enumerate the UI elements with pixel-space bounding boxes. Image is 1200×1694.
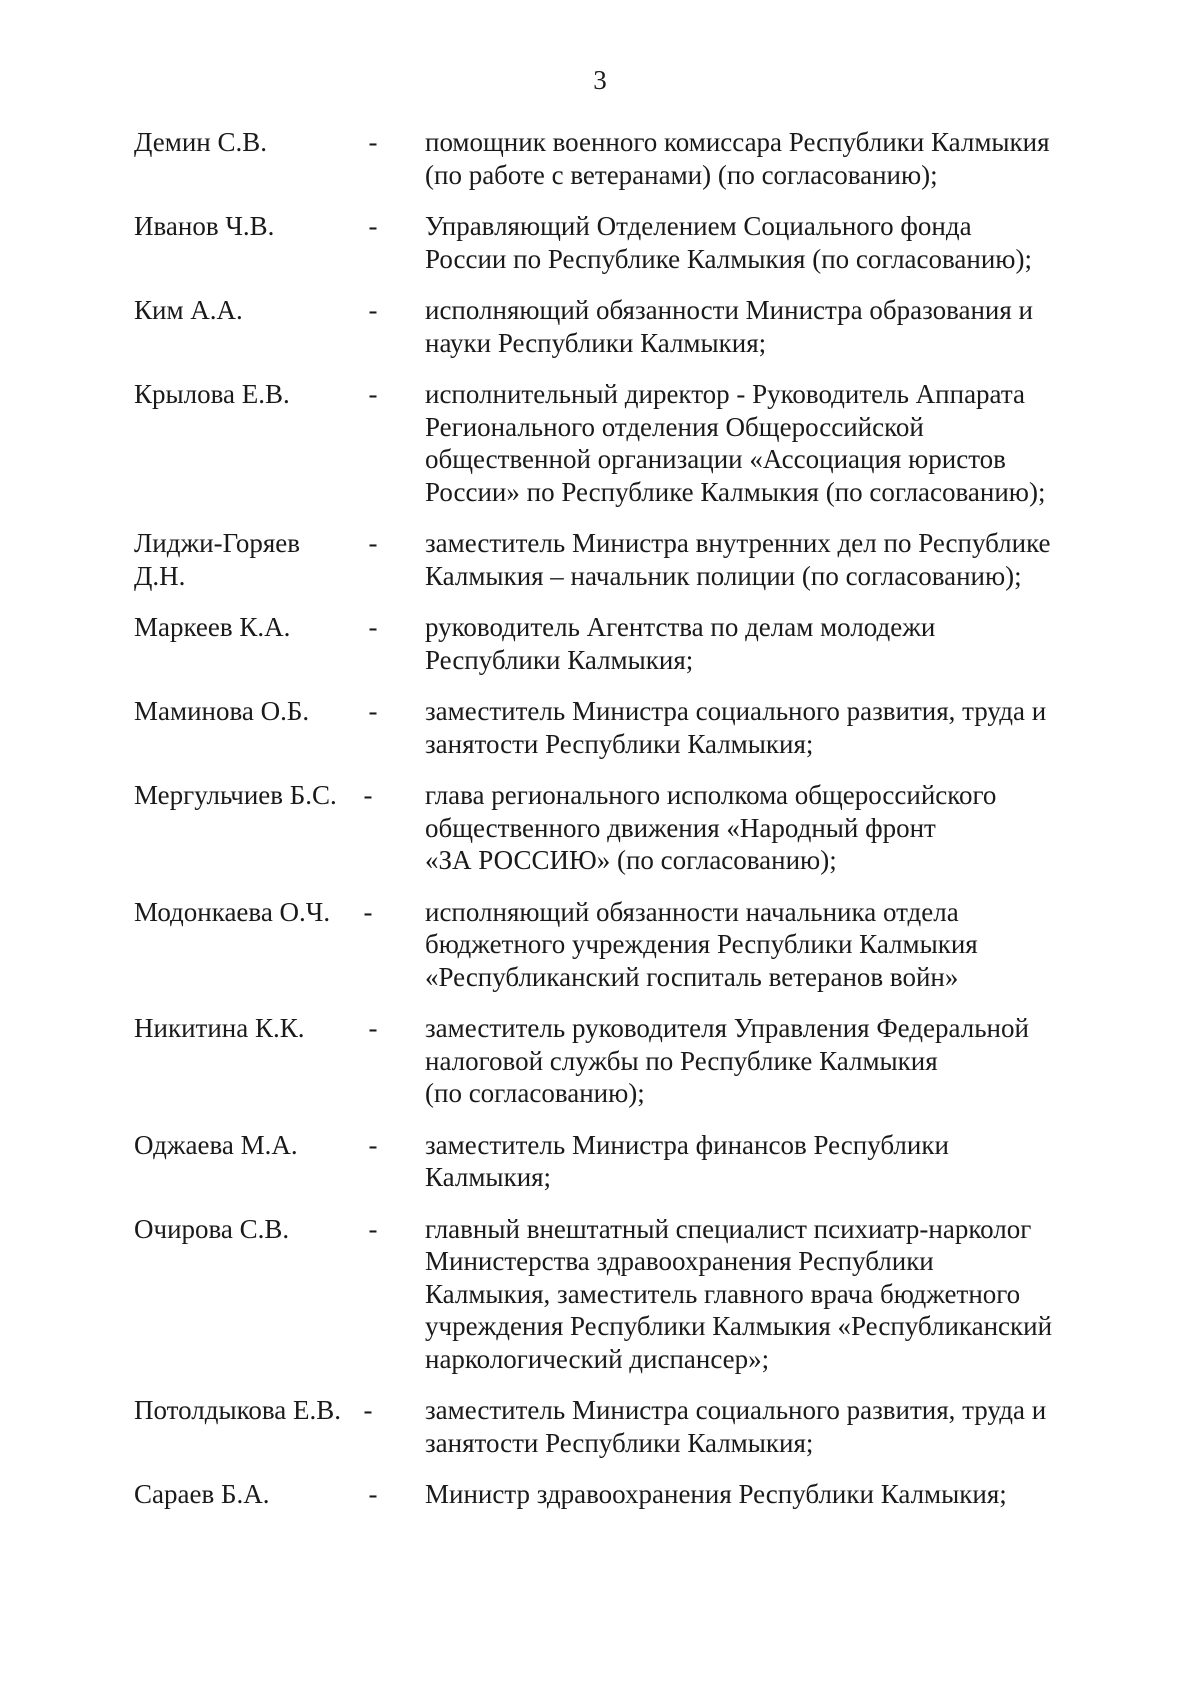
member-row [0, 695, 1200, 760]
member-name: Крылова Е.В. [134, 379, 290, 409]
member-name: Маркеев К.А. [134, 612, 291, 642]
position-line: исполнительный директор - Руководитель Аппарата [425, 379, 1025, 409]
member-dash: - [368, 612, 378, 642]
position-line: (по согласованию); [425, 1078, 645, 1108]
member-row [0, 611, 1200, 676]
member-position [425, 1213, 1125, 1376]
member-name: Иванов Ч.В. [134, 211, 275, 241]
member-dash: - [368, 528, 378, 558]
position-line: исполняющий обязанности Министра образования и [425, 295, 1033, 325]
position-line: Калмыкия; [425, 1162, 552, 1192]
member-row [0, 1129, 1200, 1194]
page-number: 3 [593, 65, 607, 95]
position-line: Республики Калмыкия; [425, 644, 694, 675]
position-line: Министр здравоохранения Республики Калмыкия; [425, 1479, 1007, 1509]
member-name: Ким А.А. [134, 295, 243, 325]
position-line: руководитель Агентства по делам молодежи [425, 612, 936, 642]
member-position [425, 611, 1125, 676]
member-dash: - [363, 896, 373, 927]
position-line: заместитель руководителя Управления Федеральной [425, 1013, 1029, 1043]
member-row [0, 210, 1200, 275]
member-position [425, 779, 1125, 877]
member-dash: - [368, 1479, 378, 1509]
member-name: Оджаева М.А. [134, 1129, 298, 1160]
member-position [425, 527, 1125, 592]
member-name: Модонкаева О.Ч. [134, 896, 331, 927]
position-line: общественного движения «Народный фронт [425, 812, 936, 843]
position-line: Регионального отделения Общероссийской [425, 411, 924, 442]
member-position [425, 1394, 1125, 1459]
position-line: заместитель Министра внутренних дел по Республике [425, 528, 1051, 558]
member-dash: - [368, 295, 378, 325]
member-dash: - [368, 127, 378, 157]
member-dash: - [368, 1213, 378, 1244]
member-name: Лиджи-Горяев Д.Н. [134, 528, 300, 591]
member-name: Никитина К.К. [134, 1013, 305, 1043]
position-line: заместитель Министра социального развития, труда и [425, 696, 1047, 726]
position-line: исполняющий обязанности начальника отдела [425, 896, 959, 927]
member-dash: - [368, 1129, 378, 1160]
position-line: России» по Республике Калмыкия (по согласованию); [425, 476, 1046, 507]
position-line: глава регионального исполкома общероссийского [425, 780, 997, 810]
position-line: занятости Республики Калмыкия; [425, 1427, 814, 1458]
position-line: заместитель Министра финансов Республики [425, 1129, 949, 1160]
position-line: «ЗА РОССИЮ» (по согласованию); [425, 845, 837, 875]
member-position [425, 1478, 1125, 1511]
member-name: Маминова О.Б. [134, 696, 310, 726]
member-dash: - [368, 1013, 378, 1043]
member-position [425, 1012, 1125, 1110]
member-dash: - [363, 1395, 373, 1425]
position-line: налоговой службы по Республике Калмыкия [425, 1045, 938, 1076]
member-row [0, 1478, 1200, 1511]
position-line: главный внештатный специалист психиатр-нарколог [425, 1213, 1032, 1244]
member-row [0, 1394, 1200, 1459]
member-position [425, 1129, 1125, 1194]
member-dash: - [363, 780, 373, 810]
position-line: России по Республике Калмыкия (по согласованию); [425, 243, 1032, 274]
position-line: (по работе с ветеранами) (по согласованию); [425, 159, 938, 190]
position-line: науки Республики Калмыкия; [425, 327, 767, 358]
member-name: Потолдыкова Е.В. [134, 1395, 341, 1425]
member-position [425, 896, 1125, 994]
position-line: Калмыкия – начальник полиции (по согласованию); [425, 560, 1022, 591]
member-dash: - [368, 211, 378, 241]
member-list [0, 126, 1200, 1530]
member-position [425, 378, 1125, 508]
member-row [0, 378, 1200, 508]
member-row [0, 1012, 1200, 1110]
position-line: Калмыкия, заместитель главного врача бюджетного [425, 1278, 1021, 1309]
position-line: наркологический диспансер»; [425, 1343, 770, 1374]
position-line: заместитель Министра социального развития, труда и [425, 1395, 1047, 1425]
position-line: помощник военного комиссара Республики Калмыкия [425, 127, 1050, 157]
member-name: Мергульчиев Б.С. [134, 780, 337, 810]
position-line: «Республиканский госпиталь ветеранов войн» [425, 961, 959, 992]
position-line: учреждения Республики Калмыкия «Республиканский [425, 1311, 1053, 1341]
member-row [0, 1213, 1200, 1376]
member-row [0, 126, 1200, 191]
member-row [0, 294, 1200, 359]
member-position [425, 294, 1125, 359]
position-line: общественной организации «Ассоциация юристов [425, 444, 1006, 474]
position-line: занятости Республики Калмыкия; [425, 728, 814, 759]
member-row [0, 896, 1200, 994]
member-position [425, 210, 1125, 275]
member-name: Очирова С.В. [134, 1213, 290, 1244]
position-line: бюджетного учреждения Республики Калмыкия [425, 929, 978, 959]
position-line: Министерства здравоохранения Республики [425, 1246, 934, 1276]
member-row [0, 779, 1200, 877]
member-name: Сараев Б.А. [134, 1479, 270, 1509]
member-position [425, 126, 1125, 191]
member-position [425, 695, 1125, 760]
position-line: Управляющий Отделением Социального фонда [425, 211, 972, 241]
member-dash: - [368, 696, 378, 726]
member-row [0, 527, 1200, 592]
member-name: Демин С.В. [134, 127, 267, 157]
member-dash: - [368, 379, 378, 409]
